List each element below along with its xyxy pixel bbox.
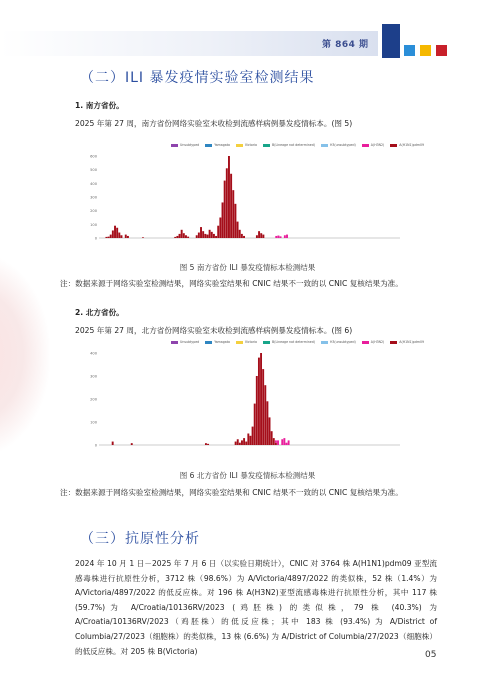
bar [209,230,211,238]
legend-swatch [390,341,397,344]
bar [286,235,288,238]
bar [215,236,217,238]
chart-legend-south [165,143,424,147]
bar [284,235,286,238]
bar [174,237,176,238]
bar [217,226,219,238]
bar [213,234,215,238]
bar [252,427,254,445]
bar [131,443,133,445]
bar [204,234,206,238]
legend-swatch [390,144,397,147]
bar [185,235,187,238]
y-tick-label: 0 [94,443,97,448]
legend-swatch [321,144,328,147]
logo-square-red [436,45,447,56]
south-text: 2025 年第 27 周，南方省份网络实验室未收检到流感样病例暴发疫情标本。(图 5) [75,119,353,128]
bar [245,442,247,445]
fig5-caption: 图 5 南方省份 ILI 暴发疫情标本检测结果 [179,263,316,272]
bar [127,236,129,238]
legend-swatch [171,341,178,344]
legend-swatch [362,341,369,344]
bar [176,236,178,238]
fig6-caption: 图 6 北方省份 ILI 暴发疫情标本检测结果 [179,471,316,480]
bar [198,233,200,238]
legend-swatch [236,341,243,344]
bar [256,376,258,445]
legend-swatch [236,144,243,147]
bar [264,385,266,445]
bar [183,233,185,238]
bar [121,235,123,238]
bar [114,226,116,238]
legend-swatch [263,144,270,147]
bar [142,237,144,238]
bar [108,237,110,238]
bar [239,230,241,238]
legend-label: A(H1N1)pdm09 [399,143,425,147]
legend-label: Unsubtyped [180,340,200,344]
fig5-note: 注：数据来源于网络实验室检测结果，网络实验室结果和 CNIC 结果不一致的以 CNIC 复核结果为准。 [60,279,403,288]
bar [181,230,183,238]
y-tick-label: 0 [94,236,97,241]
bar [254,404,256,445]
legend-label: B(Lineage not determined) [272,143,315,147]
bar [230,174,232,238]
y-tick-label: 300 [90,374,97,379]
legend-label: H3(unsubtyped) [329,340,356,344]
bar [262,235,264,238]
bar [224,181,226,238]
bar [277,440,279,445]
bar [112,442,114,445]
bar [226,168,228,238]
north-heading: 2. 北方省份。 [75,308,124,317]
legend-swatch [171,144,178,147]
bar [269,417,271,445]
bar [241,440,243,445]
y-tick-label: 300 [90,195,97,200]
bar [258,231,260,238]
bar [205,443,207,445]
bar [243,438,245,445]
chart-north [85,347,405,463]
bar [125,235,127,238]
y-tick-label: 200 [90,209,97,214]
legend-label: H3(unsubtyped) [329,143,356,147]
bar [288,440,290,445]
bar [277,236,279,238]
bar [275,440,277,442]
legend-label: B(Lineage not determined) [272,340,315,344]
bar [105,237,107,238]
north-text: 2025 年第 27 周，北方省份网络实验室未收检到流感样病例暴发疫情标本。(图 6) [75,326,353,335]
bar [258,358,260,445]
bar [237,439,239,445]
bar [243,236,245,238]
bar [228,156,230,238]
fig6-note: 注：数据来源于网络实验室检测结果，网络实验室结果和 CNIC 结果不一致的以 CNIC 复核结果为准。 [60,488,403,497]
bar [275,443,277,445]
bar [118,233,120,238]
bar [196,235,198,238]
bar [222,202,224,238]
bar [112,230,114,238]
logo-square-blue [404,45,415,56]
bar [211,232,213,238]
virus-decoration [0,255,50,455]
y-tick-label: 400 [90,351,97,356]
bar [239,443,241,445]
antigenic-body: 2024 年 10 月 1 日－2025 年 7 月 6 日（以实验日期统计），CNIC 对 3764 株 A(H1N1)pdm09 亚型流感毒株进行抗原性分析，3712 株（98.6%）为 A/Victoria/4897/2022 的类似株，52 株（1.4%）为 A/Victoria/4897/2022 的低反应株。对 196 株 A(H3N2)亚型流感毒株进行抗原性分析，其中 117 株(59.7%)为 A/Croatia/10136RV/2023 (鸡胚株) 的类似株，79 株 (40.3%) 为 A/Croatia/10136RV/2023（鸡胚株）的低反应株；其中 183 株 (93.4%) 为 A/District of Columbia/27/2023（细胞株）的类似株，13 株 (6.6%) 为 A/District of Columbia/27/2023（细胞株）的低反应株。对 205 株 B(Victoria) [75,559,437,656]
legend-label: Victoria [244,143,258,147]
bar [260,353,262,445]
bar [187,237,189,238]
y-tick-label: 200 [90,397,97,402]
legend-label: Yamagata [214,340,230,344]
bar [234,204,236,238]
y-tick-label: 100 [90,222,97,227]
y-tick-label: 500 [90,168,97,173]
bar [250,436,252,445]
bar [110,235,112,238]
y-tick-label: 600 [90,154,97,159]
legend-label: A(H1N1)pdm09 [399,340,425,344]
legend-label: A(H3N2) [370,340,385,344]
bar [271,431,273,445]
legend-swatch [362,144,369,147]
bar [219,218,221,239]
legend-label: Unsubtyped [180,143,200,147]
logo-square-yellow [420,45,431,56]
bar [247,434,249,446]
legend-swatch [205,144,212,147]
legend-label: Yamagata [214,143,230,147]
bar [283,438,285,445]
bar [281,439,283,445]
legend-swatch [205,341,212,344]
south-heading: 1. 南方省份。 [75,101,124,110]
bar [116,228,118,238]
legend-label: A(H3N2) [370,143,385,147]
bar [280,236,282,238]
y-tick-label: 100 [90,420,97,425]
bar [286,443,288,445]
bar [179,234,181,238]
bar [235,442,237,445]
bar [207,235,209,238]
bar [237,222,239,238]
bar [232,190,234,238]
chart-north-svg [85,347,405,459]
legend-swatch [263,341,270,344]
bar [256,235,258,238]
section-title-antigenic: （三）抗原性分析 [80,531,200,547]
bar [241,234,243,238]
page-number: 05 [425,650,437,660]
chart-south-svg [85,150,405,252]
logo-bar [382,24,400,58]
bar [260,233,262,238]
bar [266,401,268,445]
issue-number: 第 864 期 [322,40,369,50]
chart-legend-north [165,340,424,344]
legend-label: Victoria [244,340,258,344]
bar [275,236,277,238]
y-tick-label: 400 [90,181,97,186]
bar [200,227,202,238]
bar [207,444,209,445]
legend-swatch [321,341,328,344]
bar [202,231,204,238]
bar [262,369,264,445]
bar [273,438,275,445]
section-title-outbreak: （二）ILI 暴发疫情实验室检测结果 [80,70,315,86]
chart-south [85,150,405,256]
